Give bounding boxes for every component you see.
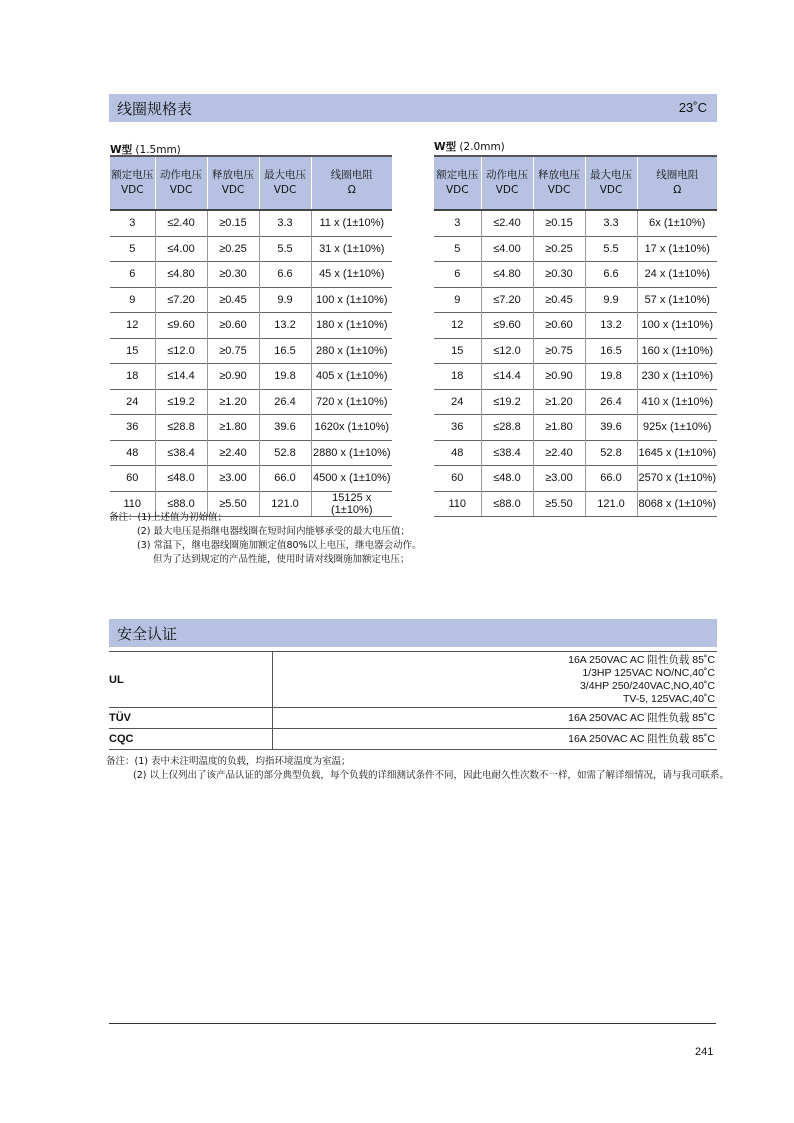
- column-header: [481, 156, 533, 210]
- table-cell: 66.0: [585, 466, 637, 492]
- table-cell: 8068 x (1±10%): [637, 491, 717, 517]
- table-cell: ≥1.80: [207, 415, 259, 441]
- table-cell: ≥5.50: [533, 491, 585, 517]
- table-cell: ≤48.0: [481, 466, 533, 492]
- table-cell: ≥1.80: [533, 415, 585, 441]
- table-row: [434, 364, 717, 390]
- table-cell: 1645 x (1±10%): [637, 440, 717, 466]
- table-cell: ≥0.60: [207, 313, 259, 339]
- table-cell: 3: [434, 210, 481, 236]
- table-cell: 100 x (1±10%): [637, 313, 717, 339]
- safety-cert-table: [109, 651, 717, 750]
- footer-divider: [109, 1023, 716, 1024]
- table-row: [110, 313, 392, 339]
- cert-line: 3/4HP 250/240VAC,NO,40˚C: [579, 679, 715, 692]
- column-header: [637, 156, 717, 210]
- table-cell: 19.8: [259, 364, 311, 390]
- table-cell: 180 x (1±10%): [311, 313, 392, 339]
- table-cell: 60: [434, 466, 481, 492]
- cert-line: TV-5, 125VAC,40˚C: [622, 692, 715, 705]
- table-cell: 52.8: [585, 440, 637, 466]
- column-header: [259, 156, 311, 210]
- table-cell: 15125 x (1±10%): [311, 491, 392, 517]
- table-cell: 5.5: [585, 236, 637, 262]
- table-row: [434, 466, 717, 492]
- table-cell: ≥0.75: [533, 338, 585, 364]
- table-cell: ≥0.90: [533, 364, 585, 390]
- table-cell: 6.6: [585, 262, 637, 288]
- coil-notes: [109, 511, 422, 567]
- header-label: 动作电压: [486, 169, 528, 181]
- table-cell: 3.3: [585, 210, 637, 236]
- table-cell: 16.5: [585, 338, 637, 364]
- table-cell: ≥0.45: [533, 287, 585, 313]
- table-cell: 24: [110, 389, 155, 415]
- header-label: 线圈电阻: [330, 169, 373, 181]
- caption-size: (1.5mm): [132, 144, 181, 156]
- table-cell: 3: [110, 210, 155, 236]
- table-row: [110, 364, 392, 390]
- table-cell: 9: [110, 287, 155, 313]
- table-cell: ≤2.40: [481, 210, 533, 236]
- table-cell: 5: [434, 236, 481, 262]
- table-cell: 2880 x (1±10%): [311, 440, 392, 466]
- table-cell: 4500 x (1±10%): [311, 466, 392, 492]
- table-row: [434, 236, 717, 262]
- table-cell: ≤88.0: [481, 491, 533, 517]
- table-cell: ≤4.80: [481, 262, 533, 288]
- table-row: [110, 262, 392, 288]
- table-cell: 6: [110, 262, 155, 288]
- table-cell: 9.9: [585, 287, 637, 313]
- table-cell: 405 x (1±10%): [311, 364, 392, 390]
- header-label: 最大电压: [590, 169, 632, 181]
- table-cell: 52.8: [259, 440, 311, 466]
- table-cell: 24 x (1±10%): [637, 262, 717, 288]
- table-row: [110, 287, 392, 313]
- table-row: [434, 491, 717, 517]
- table-cell: ≥3.00: [207, 466, 259, 492]
- header-unit: VDC: [599, 184, 623, 196]
- table-row: [110, 236, 392, 262]
- table-cell: 39.6: [259, 415, 311, 441]
- table-cell: 31 x (1±10%): [311, 236, 392, 262]
- note-line: (3) 常温下，继电器线圈施加额定值80%以上电压，继电器会动作。: [137, 540, 422, 551]
- table-cell: ≤2.40: [155, 210, 207, 236]
- table-row: [434, 440, 717, 466]
- cert-row-cqc: [109, 729, 717, 750]
- caption-size: (2.0mm): [456, 141, 505, 153]
- table-cell: ≤19.2: [155, 389, 207, 415]
- header-label: 释放电压: [212, 169, 254, 181]
- table-row: [434, 210, 717, 236]
- table-row: [110, 210, 392, 236]
- table-cell: 66.0: [259, 466, 311, 492]
- table-cell: ≤38.4: [155, 440, 207, 466]
- table-cell: 15: [110, 338, 155, 364]
- table-cell: 230 x (1±10%): [637, 364, 717, 390]
- table-cell: ≥2.40: [533, 440, 585, 466]
- caption-model: W型: [434, 141, 457, 153]
- table-cell: 48: [434, 440, 481, 466]
- table-cell: ≥1.20: [533, 389, 585, 415]
- temperature-label: 23˚C: [678, 100, 707, 115]
- table-cell: ≤7.20: [155, 287, 207, 313]
- table-cell: ≥1.20: [207, 389, 259, 415]
- table-cell: ≥3.00: [533, 466, 585, 492]
- table-cell: 280 x (1±10%): [311, 338, 392, 364]
- table-cell: 48: [110, 440, 155, 466]
- table-cell: 18: [434, 364, 481, 390]
- table-cell: ≤19.2: [481, 389, 533, 415]
- table-cell: 121.0: [585, 491, 637, 517]
- table-cell: 100 x (1±10%): [311, 287, 392, 313]
- table-caption-2: [434, 139, 505, 154]
- table-cell: ≤28.8: [481, 415, 533, 441]
- table-cell: 12: [434, 313, 481, 339]
- table-cell: 121.0: [259, 491, 311, 517]
- table-cell: 9.9: [259, 287, 311, 313]
- table-cell: 5.5: [259, 236, 311, 262]
- header-unit: VDC: [273, 184, 297, 196]
- table-cell: ≤4.80: [155, 262, 207, 288]
- table-cell: 6: [434, 262, 481, 288]
- note-line: 备注：(1)上述值为初始值；: [109, 512, 227, 523]
- table-cell: ≥0.15: [207, 210, 259, 236]
- table-cell: 24: [434, 389, 481, 415]
- cert-line: 16A 250VAC AC 阻性负载 85˚C: [568, 732, 715, 745]
- column-header: [207, 156, 259, 210]
- table-row: [110, 338, 392, 364]
- header-unit: VDC: [221, 184, 245, 196]
- table-cell: 60: [110, 466, 155, 492]
- page-number: 241: [695, 1046, 714, 1058]
- table-cell: ≤48.0: [155, 466, 207, 492]
- header-label: 最大电压: [264, 169, 306, 181]
- table-cell: 9: [434, 287, 481, 313]
- table-cell: ≥0.15: [533, 210, 585, 236]
- header-label: 额定电压: [436, 169, 479, 181]
- safety-notes: [106, 755, 729, 783]
- table-cell: 36: [434, 415, 481, 441]
- table-cell: ≥0.30: [207, 262, 259, 288]
- header-label: 释放电压: [538, 169, 580, 181]
- table-cell: 39.6: [585, 415, 637, 441]
- table-row: [110, 415, 392, 441]
- table-cell: 45 x (1±10%): [311, 262, 392, 288]
- table-cell: 1620x (1±10%): [311, 415, 392, 441]
- table-cell: ≥0.90: [207, 364, 259, 390]
- table-row: [110, 466, 392, 492]
- table-cell: 15: [434, 338, 481, 364]
- table-row: [110, 440, 392, 466]
- table-cell: ≤28.8: [155, 415, 207, 441]
- column-header: [110, 156, 155, 210]
- table-row: [434, 313, 717, 339]
- table-cell: ≤9.60: [481, 313, 533, 339]
- header-unit: VDC: [547, 184, 571, 196]
- table-cell: ≤9.60: [155, 313, 207, 339]
- table-cell: ≤7.20: [481, 287, 533, 313]
- table-cell: 17 x (1±10%): [637, 236, 717, 262]
- header-label: 额定电压: [111, 169, 154, 181]
- caption-model: W型: [110, 144, 133, 156]
- table-cell: ≤4.00: [155, 236, 207, 262]
- column-header: [311, 156, 392, 210]
- table-cell: 12: [110, 313, 155, 339]
- note-line: (2) 最大电压是指继电器线圈在短时间内能够承受的最大电压值；: [137, 526, 410, 537]
- table-cell: 2570 x (1±10%): [637, 466, 717, 492]
- table-cell: ≤88.0: [155, 491, 207, 517]
- column-header: [585, 156, 637, 210]
- safety-cert-header-bar: [109, 619, 717, 647]
- table-cell: 160 x (1±10%): [637, 338, 717, 364]
- note-line: 但为了达到规定的产品性能，使用时请对线圈施加额定电压；: [153, 554, 410, 565]
- header-unit: VDC: [445, 184, 469, 196]
- table-row: [434, 262, 717, 288]
- table-cell: ≥0.45: [207, 287, 259, 313]
- table-row: [434, 415, 717, 441]
- coil-table-1.5mm: [110, 155, 392, 517]
- header-unit: VDC: [120, 184, 144, 196]
- coil-spec-header-bar: [109, 94, 717, 122]
- table-cell: 19.8: [585, 364, 637, 390]
- column-header: [533, 156, 585, 210]
- table-row: [434, 287, 717, 313]
- table-cell: 925x (1±10%): [637, 415, 717, 441]
- cert-line: 16A 250VAC AC 阻性负载 85˚C: [568, 711, 715, 724]
- table-row: [434, 338, 717, 364]
- table-cell: ≤14.4: [481, 364, 533, 390]
- cert-name: TÜV: [109, 708, 273, 729]
- table-header-row: [434, 156, 717, 210]
- table-cell: ≤38.4: [481, 440, 533, 466]
- table-cell: 6x (1±10%): [637, 210, 717, 236]
- table-cell: 110: [434, 491, 481, 517]
- note-line: (2) 以上仅列出了该产品认证的部分典型负载，每个负载的详细测试条件不同，因此电耐久性次数不一样，如需了解详细情况，请与我司联系。: [133, 770, 729, 781]
- table-cell: 3.3: [259, 210, 311, 236]
- column-header: [155, 156, 207, 210]
- cert-value: [273, 729, 718, 750]
- header-label: 线圈电阻: [656, 169, 699, 181]
- table-cell: 110: [110, 491, 155, 517]
- header-unit: VDC: [169, 184, 193, 196]
- table-row: [110, 389, 392, 415]
- cert-line: 1/3HP 125VAC NO/NC,40˚C: [582, 666, 715, 679]
- cert-name: UL: [109, 652, 273, 708]
- cert-value: [273, 652, 718, 708]
- table-cell: ≤12.0: [481, 338, 533, 364]
- table-header-row: [110, 156, 392, 210]
- table-cell: 410 x (1±10%): [637, 389, 717, 415]
- column-header: [434, 156, 481, 210]
- table-cell: ≥0.30: [533, 262, 585, 288]
- table-cell: ≤4.00: [481, 236, 533, 262]
- header-unit: VDC: [495, 184, 519, 196]
- table-cell: 26.4: [585, 389, 637, 415]
- cert-line: 16A 250VAC AC 阻性负载 85˚C: [568, 653, 715, 666]
- table-cell: ≤14.4: [155, 364, 207, 390]
- table-cell: 720 x (1±10%): [311, 389, 392, 415]
- table-cell: 57 x (1±10%): [637, 287, 717, 313]
- table-cell: ≥0.25: [207, 236, 259, 262]
- table-cell: ≥0.25: [533, 236, 585, 262]
- table-cell: 26.4: [259, 389, 311, 415]
- table-cell: ≥2.40: [207, 440, 259, 466]
- cert-row-ul: [109, 652, 717, 708]
- table-cell: ≥0.75: [207, 338, 259, 364]
- table-cell: ≥0.60: [533, 313, 585, 339]
- coil-spec-title: 线圈规格表: [117, 100, 193, 118]
- header-unit: Ω: [347, 184, 356, 196]
- cert-name: CQC: [109, 729, 273, 750]
- table-cell: 13.2: [259, 313, 311, 339]
- table-cell: 6.6: [259, 262, 311, 288]
- table-cell: 16.5: [259, 338, 311, 364]
- cert-row-tuv: [109, 708, 717, 729]
- cert-value: [273, 708, 718, 729]
- table-cell: ≤12.0: [155, 338, 207, 364]
- header-label: 动作电压: [160, 169, 202, 181]
- table-cell: 5: [110, 236, 155, 262]
- table-cell: 13.2: [585, 313, 637, 339]
- table-cell: ≥5.50: [207, 491, 259, 517]
- table-cell: 18: [110, 364, 155, 390]
- note-line: 备注：(1) 表中未注明温度的负载，均指环境温度为室温；: [106, 756, 351, 767]
- header-unit: Ω: [673, 184, 682, 196]
- table-cell: 36: [110, 415, 155, 441]
- table-cell: 11 x (1±10%): [311, 210, 392, 236]
- table-row: [434, 389, 717, 415]
- coil-table-2.0mm: [434, 155, 717, 517]
- safety-cert-title: 安全认证: [117, 625, 178, 643]
